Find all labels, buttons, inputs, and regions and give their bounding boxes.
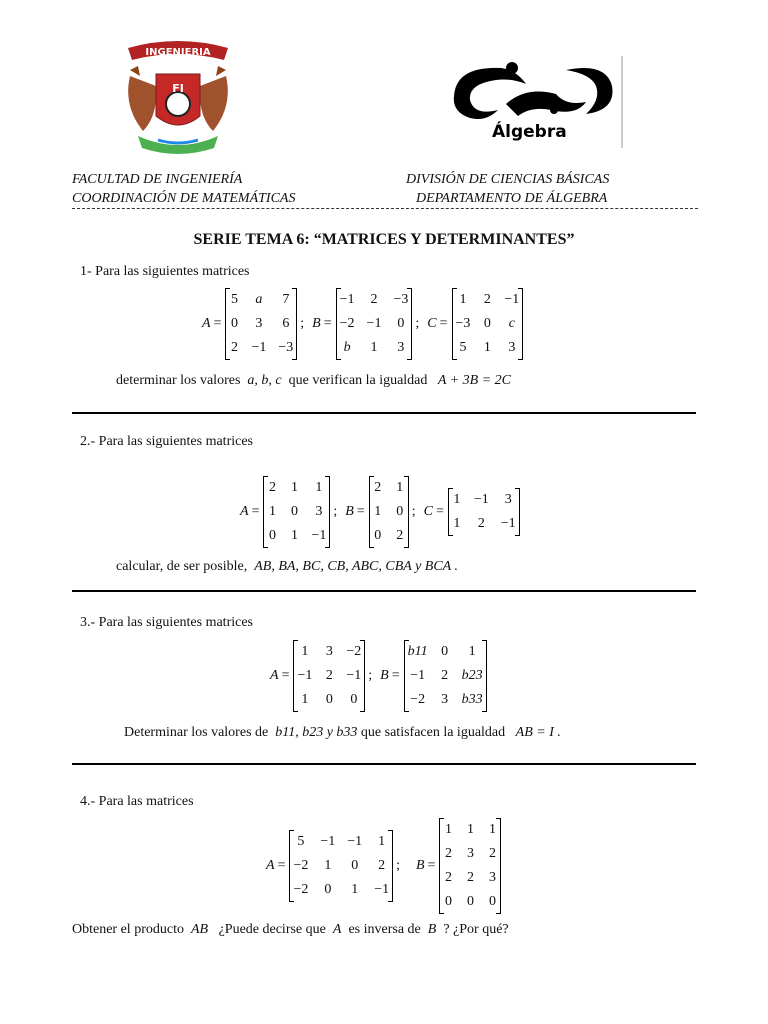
matrix-entry: c <box>508 316 515 331</box>
q4-matrices <box>266 818 501 914</box>
matrix-entry: 1 <box>488 822 496 837</box>
matrix-entry: 1 <box>453 492 461 507</box>
matrix-entry: 2 <box>466 870 474 885</box>
matrix-entry: 2 <box>441 668 449 683</box>
statement-text: determinar los valores <box>116 373 241 388</box>
q2-matrices <box>240 476 520 548</box>
statement-text: calcular, de ser posible, <box>116 559 248 574</box>
math-symbol: ; <box>300 316 305 331</box>
matrix-a <box>289 830 393 902</box>
matrix-a <box>293 640 365 712</box>
q2-intro: 2.- Para las siguientes matrices <box>80 434 254 449</box>
math-symbol: B <box>380 668 389 683</box>
matrix-c <box>448 488 520 536</box>
math-symbol: ; <box>411 504 416 519</box>
matrix-entry: −3 <box>455 316 471 331</box>
matrix-entry: 3 <box>441 692 449 707</box>
matrix-entry: −1 <box>347 834 363 849</box>
q1-statement <box>116 373 511 389</box>
matrix-entry: b33 <box>461 692 483 707</box>
logo-left-text: INGENIERIA <box>145 47 211 58</box>
matrix-entry: 1 <box>370 340 378 355</box>
matrix-entry: −1 <box>346 668 362 683</box>
matrix-entry: 2 <box>477 516 485 531</box>
matrix-entry: 0 <box>441 644 449 659</box>
statement-text: A + 3B = 2C <box>437 373 511 388</box>
matrix-entry: 3 <box>508 340 516 355</box>
q4-intro: 4.- Para las matrices <box>80 794 194 809</box>
q4-statement <box>72 922 509 938</box>
matrix-entry: 3 <box>504 492 512 507</box>
matrix-entry: 1 <box>396 480 404 495</box>
matrix-entry: 2 <box>396 528 404 543</box>
matrix-entry: −1 <box>500 516 516 531</box>
math-symbol: = <box>356 504 365 519</box>
math-symbol: = <box>391 668 400 683</box>
matrix-entry: 1 <box>466 822 474 837</box>
matrix-entry: 0 <box>350 692 358 707</box>
matrix-entry: 7 <box>282 292 290 307</box>
matrix-entry: 1 <box>459 292 467 307</box>
matrix-entry: 2 <box>370 292 378 307</box>
matrix-entry: −1 <box>473 492 489 507</box>
math-symbol: A <box>266 858 275 873</box>
q1-matrices <box>202 288 523 360</box>
matrix-b <box>336 288 413 360</box>
math-symbol: B <box>345 504 354 519</box>
matrix-entry: −2 <box>293 882 309 897</box>
matrix-a <box>225 288 297 360</box>
matrix-entry: 0 <box>230 316 238 331</box>
matrix-entry: −2 <box>346 644 362 659</box>
matrix-entry: b11 <box>407 644 428 659</box>
matrix-entry: −1 <box>320 834 336 849</box>
matrix-entry: b23 <box>461 668 483 683</box>
statement-text: Obtener el producto <box>72 922 184 937</box>
math-symbol: = <box>277 858 286 873</box>
matrix-entry: 2 <box>325 668 333 683</box>
matrix-entry: 1 <box>444 822 452 837</box>
matrix-entry: 0 <box>324 882 332 897</box>
math-symbol: ; <box>415 316 420 331</box>
header-right <box>406 170 609 208</box>
statement-text: ¿Puede decirse que <box>218 922 326 937</box>
statement-text: que satisfacen la igualdad <box>360 725 506 740</box>
matrix-entry: −1 <box>504 292 520 307</box>
math-symbol: B <box>415 858 425 873</box>
division-name: DIVISIÓN DE CIENCIAS BÁSICAS <box>406 172 610 187</box>
matrix-entry: 3 <box>315 504 323 519</box>
matrix-entry: 1 <box>351 882 359 897</box>
matrix-entry: −1 <box>366 316 382 331</box>
matrix-entry: 0 <box>488 894 496 909</box>
matrix-entry: 0 <box>290 504 298 519</box>
matrix-entry: 0 <box>396 504 404 519</box>
matrix-entry: 1 <box>301 692 309 707</box>
logo-left-mark: FI <box>172 82 184 95</box>
matrix-entry: 1 <box>315 480 323 495</box>
section-divider <box>72 590 696 592</box>
matrix-entry: 2 <box>444 846 452 861</box>
algebra-logo-text: Álgebra <box>492 122 567 142</box>
statement-text: Determinar los valores de <box>124 725 269 740</box>
matrix-entry: 0 <box>444 894 452 909</box>
page-title: SERIE TEMA 6: “MATRICES Y DETERMINANTES” <box>193 231 575 248</box>
statement-text: AB, BA, BC, CB, ABC, CBA y BCA . <box>254 559 458 574</box>
matrix-label: B <box>312 316 321 331</box>
statement-text: B <box>427 922 437 937</box>
matrix-entry: 3 <box>397 340 405 355</box>
matrix-entry: 1 <box>378 834 386 849</box>
math-symbol: A <box>270 668 279 683</box>
matrix-entry: −2 <box>339 316 355 331</box>
faculty-name: FACULTAD DE INGENIERÍA <box>72 172 243 187</box>
matrix-entry: −3 <box>393 292 409 307</box>
matrix-entry: 0 <box>466 894 474 909</box>
statement-text: ? ¿Por qué? <box>443 922 509 937</box>
matrix-entry: −1 <box>410 668 426 683</box>
matrix-entry: 5 <box>297 834 305 849</box>
matrix-entry: −1 <box>311 528 327 543</box>
matrix-entry: a <box>255 292 263 307</box>
matrix-entry: 1 <box>290 480 298 495</box>
matrix-entry: 1 <box>453 516 461 531</box>
matrix-entry: 5 <box>459 340 467 355</box>
department-name: DEPARTAMENTO DE ÁLGEBRA <box>416 191 608 206</box>
math-symbol: ; <box>368 668 373 683</box>
math-symbol: = <box>281 668 290 683</box>
matrix-entry: 2 <box>268 480 276 495</box>
matrix-entry: −2 <box>293 858 309 873</box>
matrix-entry: 3 <box>466 846 474 861</box>
matrix-entry: 2 <box>230 340 238 355</box>
math-symbol: = <box>323 316 332 331</box>
math-symbol: ; <box>396 858 400 873</box>
matrix-entry: 1 <box>290 528 298 543</box>
matrix-entry: 0 <box>268 528 276 543</box>
matrix-b <box>439 818 501 914</box>
matrix-entry: −1 <box>339 292 355 307</box>
q3-matrices <box>270 640 487 712</box>
coordination-name: COORDINACIÓN DE MATEMÁTICAS <box>72 191 296 206</box>
matrix-label: A <box>202 316 211 331</box>
math-symbol: = <box>251 504 260 519</box>
math-symbol: ; <box>333 504 338 519</box>
statement-text: AB <box>190 922 209 937</box>
q3-statement <box>124 725 561 741</box>
matrix-entry: 3 <box>488 870 496 885</box>
algebra-logo <box>446 56 626 152</box>
matrix-b <box>404 640 487 712</box>
matrix-entry: −1 <box>251 340 267 355</box>
matrix-entry: 0 <box>397 316 405 331</box>
matrix-entry: 3 <box>325 644 333 659</box>
section-divider <box>72 412 696 414</box>
statement-text: que verifican la igualdad <box>288 373 428 388</box>
matrix-entry: 0 <box>374 528 382 543</box>
math-symbol: = <box>213 316 222 331</box>
statement-text: AB = I . <box>515 725 561 740</box>
matrix-entry: 1 <box>301 644 309 659</box>
matrix-b <box>369 476 409 548</box>
matrix-entry: −1 <box>374 882 390 897</box>
matrix-entry: 2 <box>483 292 491 307</box>
statement-text: a, b, c <box>247 373 282 388</box>
math-symbol: C <box>423 504 433 519</box>
matrix-entry: −1 <box>297 668 313 683</box>
matrix-c <box>452 288 524 360</box>
math-symbol: = <box>427 858 436 873</box>
math-symbol: = <box>439 316 448 331</box>
q2-statement <box>116 559 458 575</box>
matrix-entry: 5 <box>230 292 238 307</box>
section-divider <box>72 763 696 765</box>
matrix-entry: 1 <box>268 504 276 519</box>
matrix-entry: 1 <box>374 504 382 519</box>
matrix-entry: 2 <box>378 858 386 873</box>
matrix-label: C <box>427 316 437 331</box>
matrix-entry: 1 <box>483 340 491 355</box>
matrix-entry: 1 <box>324 858 332 873</box>
matrix-entry: 0 <box>325 692 333 707</box>
statement-text: b11, b23 y b33 <box>275 725 358 740</box>
math-symbol: A <box>240 504 249 519</box>
header-left <box>72 170 295 208</box>
statement-text: A <box>332 922 342 937</box>
matrix-entry: 0 <box>483 316 491 331</box>
facultad-ingenieria-logo <box>118 36 238 161</box>
matrix-a <box>263 476 330 548</box>
statement-text: es inversa de <box>348 922 421 937</box>
matrix-entry: 1 <box>468 644 476 659</box>
q3-intro: 3.- Para las siguientes matrices <box>80 615 254 630</box>
math-symbol: = <box>435 504 444 519</box>
matrix-entry: 0 <box>351 858 359 873</box>
matrix-entry: −3 <box>278 340 294 355</box>
matrix-entry: 2 <box>488 846 496 861</box>
q1-intro: 1- Para las siguientes matrices <box>80 264 250 279</box>
matrix-entry: 3 <box>255 316 263 331</box>
matrix-entry: 2 <box>444 870 452 885</box>
matrix-entry: b <box>343 340 351 355</box>
header-divider <box>72 208 698 209</box>
matrix-entry: 2 <box>374 480 382 495</box>
matrix-entry: −2 <box>410 692 426 707</box>
matrix-entry: 6 <box>282 316 290 331</box>
